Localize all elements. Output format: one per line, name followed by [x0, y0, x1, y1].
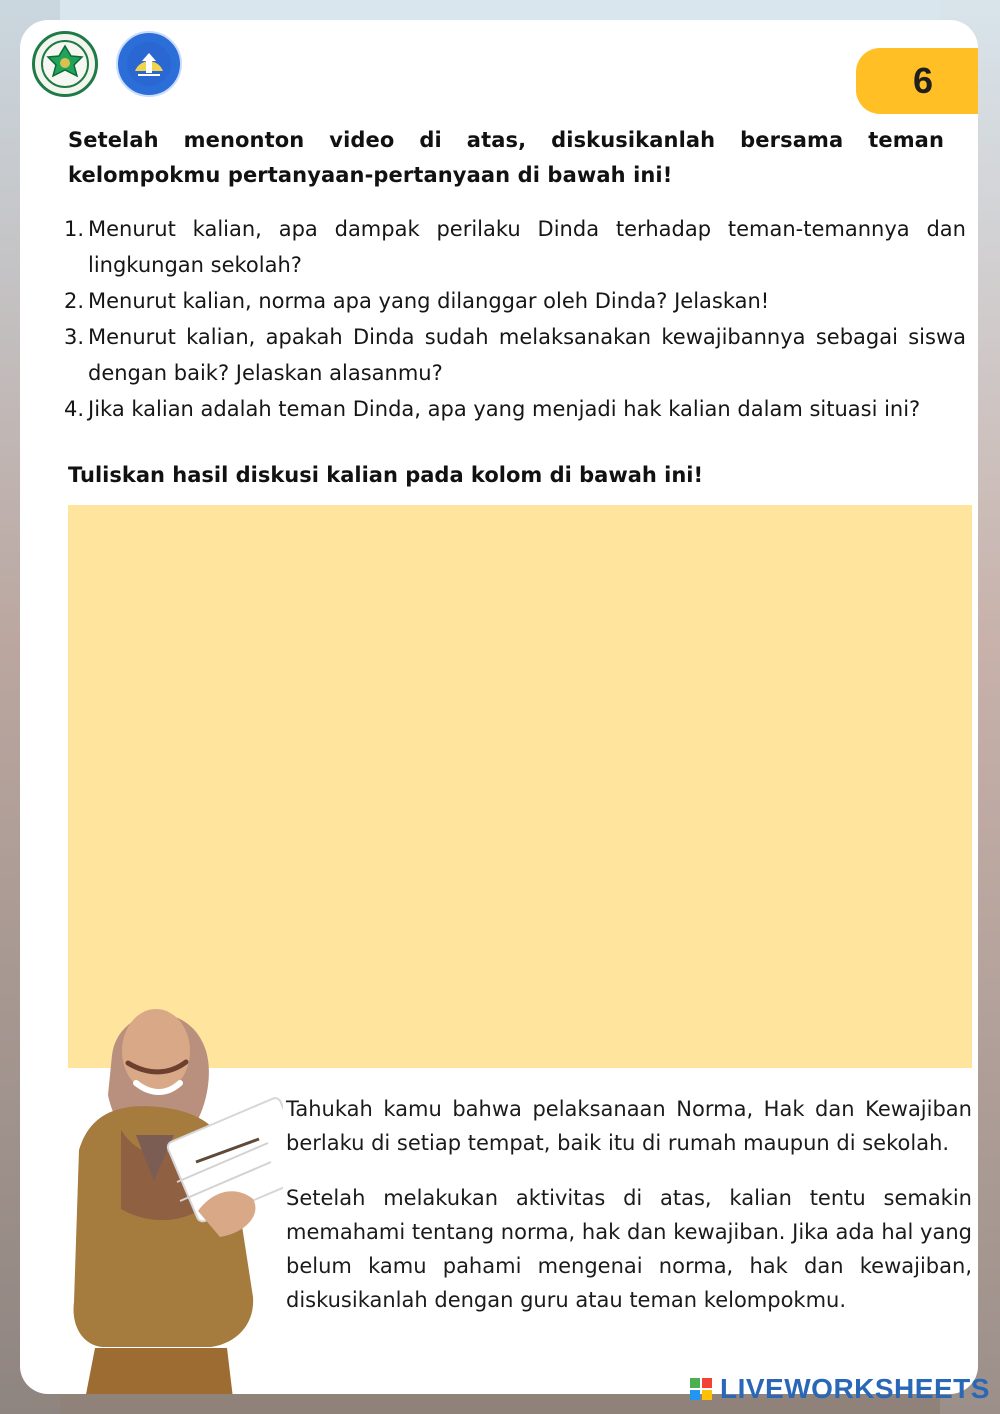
answer-prompt-title: Tuliskan hasil diskusi kalian pada kolom di bawah ini! [68, 463, 704, 487]
intro-instruction: Setelah menonton video di atas, diskusikanlah bersama teman kelompokmu pertanyaan-pertanyaan di bawah ini! [68, 128, 944, 187]
question-item [64, 391, 966, 427]
question-text: Jika kalian adalah teman Dinda, apa yang menjadi hak kalian dalam situasi ini? [88, 397, 921, 421]
page-number-badge [856, 48, 978, 114]
question-item [64, 283, 966, 319]
question-text: Menurut kalian, apakah Dinda sudah melaksanakan kewajibannya sebagai siswa dengan baik? Jelaskan alasanmu? [88, 325, 966, 385]
discussion-answer-box[interactable] [68, 505, 972, 1068]
question-text: Menurut kalian, apa dampak perilaku Dinda terhadap teman-temannya dan lingkungan sekolah? [88, 217, 966, 277]
teacher-illustration [48, 985, 283, 1394]
tut-wuri-handayani-icon [116, 31, 182, 97]
question-number: 1. [64, 217, 85, 241]
watermark-text: LIVEWORKSHEETS [720, 1373, 990, 1404]
info-paragraph: Setelah melakukan aktivitas di atas, kalian tentu semakin memahami tentang norma, hak dan kewajiban. Jika ada hal yang belum kamu pahami mengenai norma, hak dan kewajiban, diskusikanlah dengan guru atau teman kelompokmu. [286, 1186, 972, 1312]
discussion-question-list [64, 211, 966, 427]
question-number: 2. [64, 289, 85, 313]
university-emblem-icon [32, 31, 98, 97]
question-text: Menurut kalian, norma apa yang dilanggar oleh Dinda? Jelaskan! [88, 289, 770, 313]
worksheet-page [20, 20, 978, 1394]
liveworksheets-logo-icon [690, 1378, 712, 1400]
info-section [286, 1092, 972, 1338]
info-paragraph: Tahukah kamu bahwa pelaksanaan Norma, Hak dan Kewajiban berlaku di setiap tempat, baik itu di rumah maupun di sekolah. [286, 1097, 972, 1155]
page-number: 6 [912, 60, 934, 101]
question-number: 3. [64, 325, 85, 349]
question-item [64, 319, 966, 391]
question-item [64, 211, 966, 283]
liveworksheets-watermark [690, 1373, 990, 1405]
question-number: 4. [64, 397, 85, 421]
